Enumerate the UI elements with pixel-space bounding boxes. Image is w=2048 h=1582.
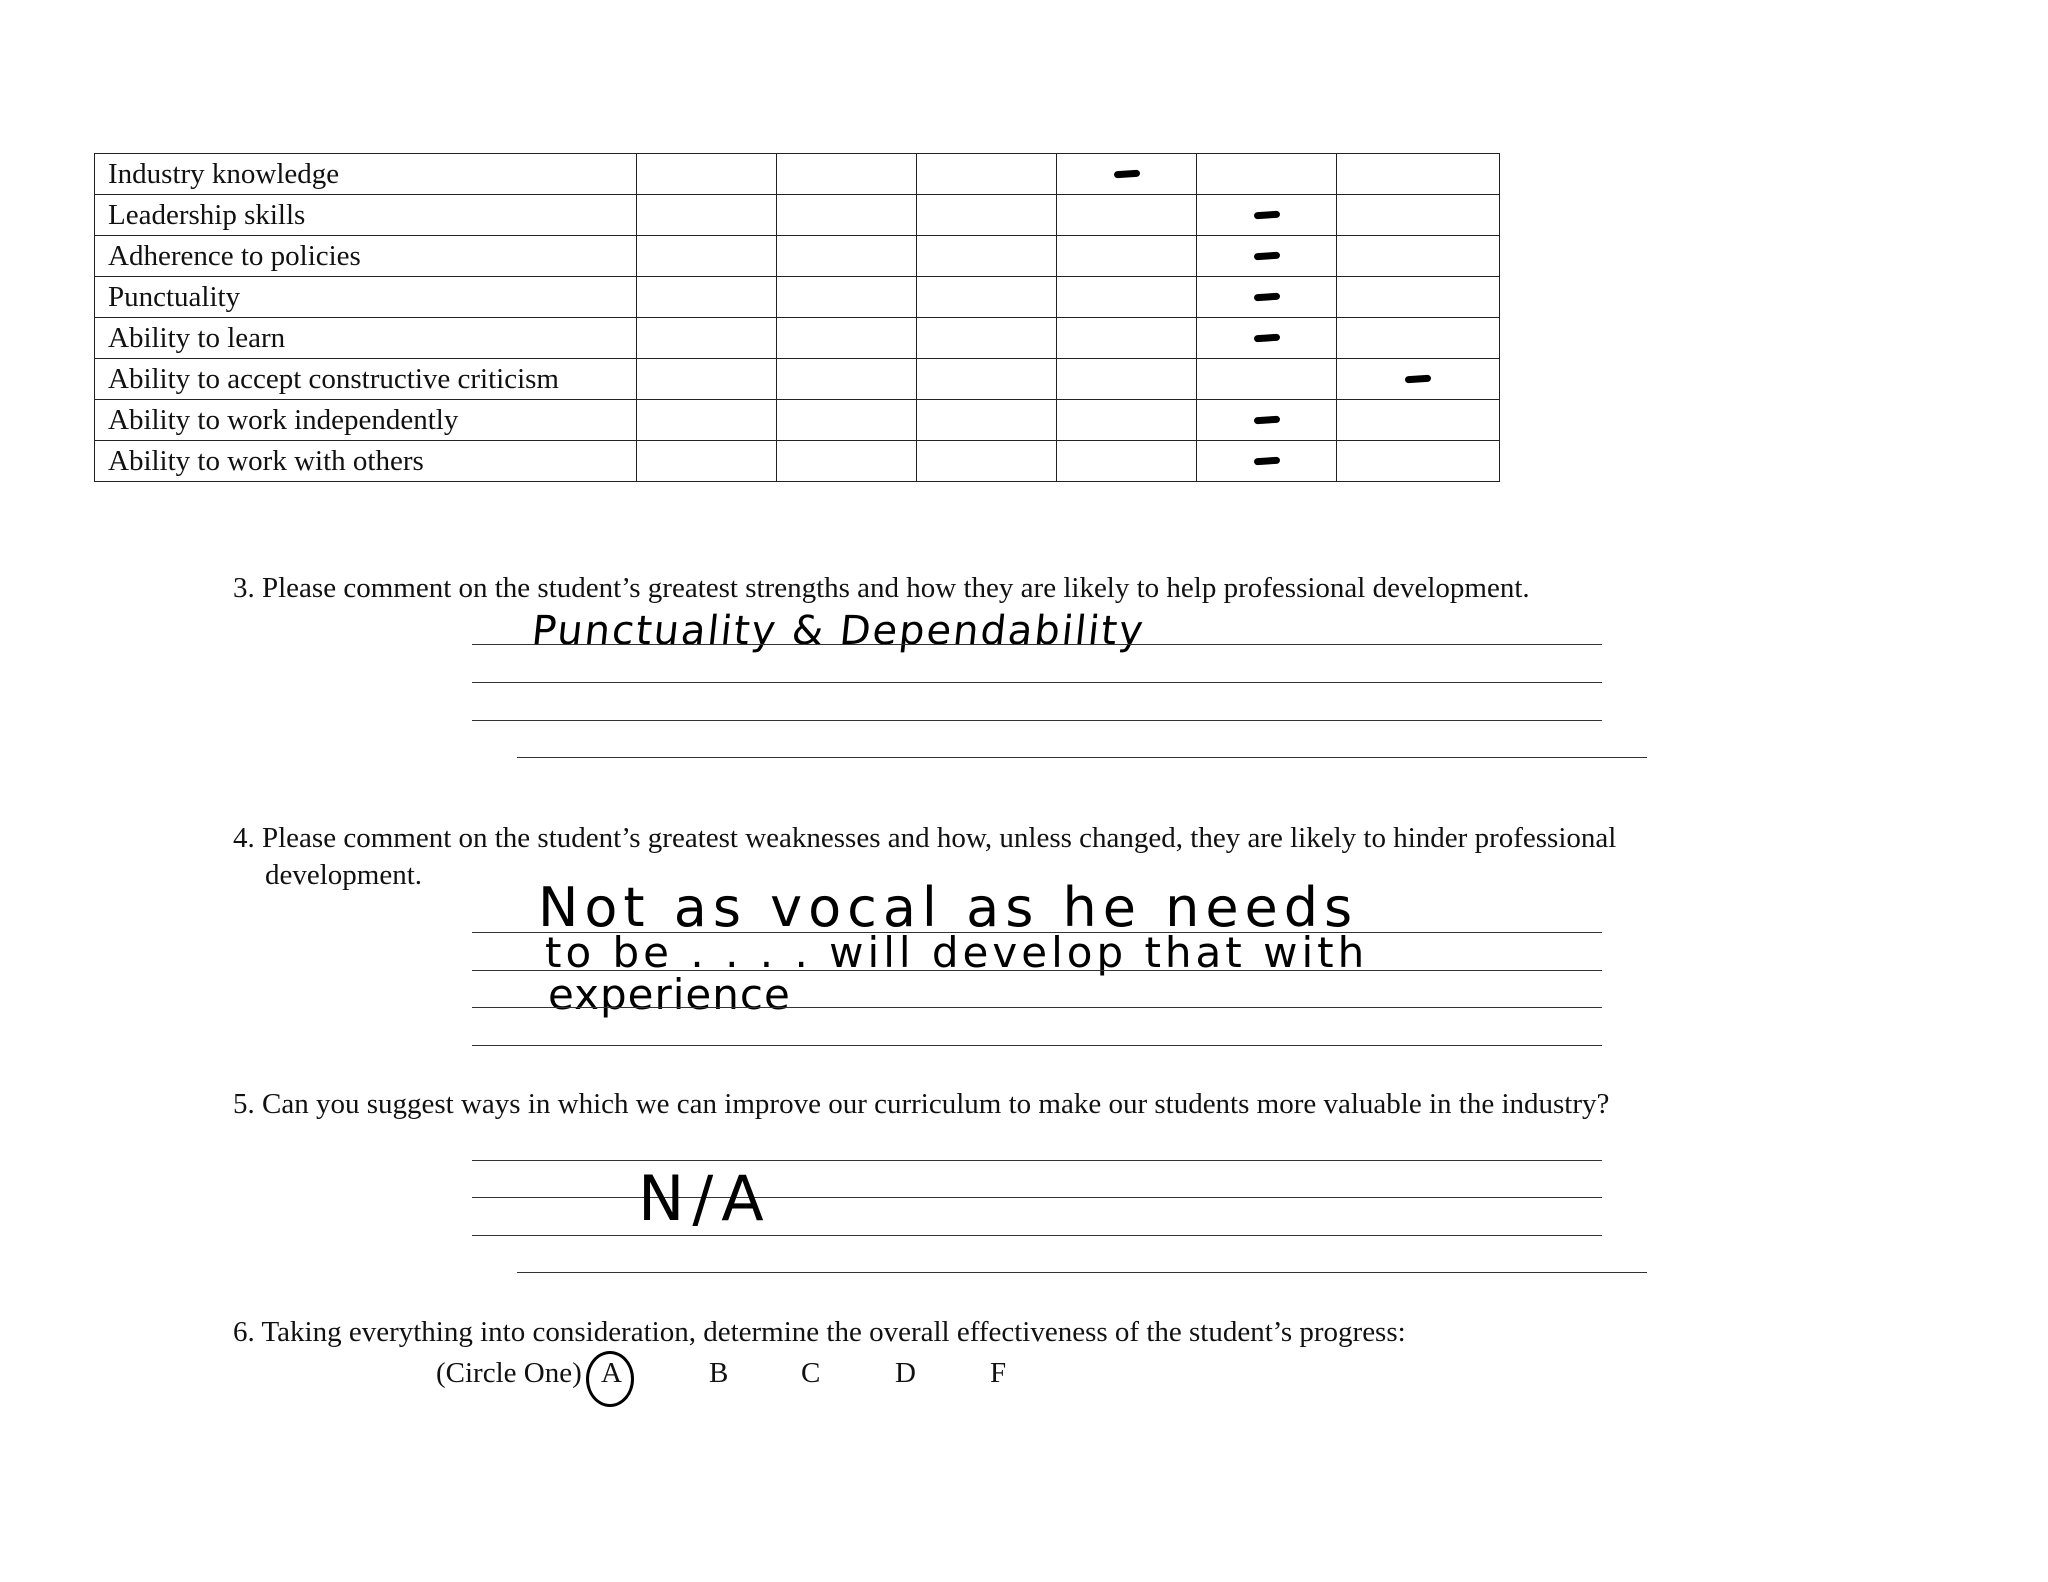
answer-line: [472, 644, 1602, 645]
rating-cell[interactable]: [1057, 154, 1197, 195]
rating-cell[interactable]: [1337, 195, 1500, 236]
ratings-row: [95, 400, 1500, 441]
rating-cell[interactable]: [1057, 359, 1197, 400]
answer-5-handwriting: N/A: [638, 1162, 772, 1235]
rating-criterion-label: Ability to learn: [95, 318, 637, 359]
circle-one-prompt: (Circle One): [436, 1357, 582, 1389]
ratings-row: [95, 318, 1500, 359]
grade-option-d[interactable]: D: [895, 1357, 916, 1389]
rating-cell[interactable]: [637, 359, 777, 400]
rating-cell[interactable]: [637, 441, 777, 482]
rating-cell[interactable]: [777, 195, 917, 236]
rating-cell[interactable]: [1337, 236, 1500, 277]
rating-cell[interactable]: [777, 236, 917, 277]
rating-cell[interactable]: [777, 441, 917, 482]
ratings-row: [95, 277, 1500, 318]
answer-4-handwriting-line-3: experience: [548, 970, 791, 1019]
rating-cell[interactable]: [1057, 400, 1197, 441]
rating-cell[interactable]: [1057, 236, 1197, 277]
answer-line: [472, 1235, 1602, 1236]
rating-cell[interactable]: [917, 154, 1057, 195]
answer-line: [472, 970, 1602, 971]
answer-line: [472, 1007, 1602, 1008]
selected-grade-circle: [586, 1351, 634, 1407]
rating-cell[interactable]: [637, 318, 777, 359]
question-5: 5. Can you suggest ways in which we can improve our curriculum to make our students more valuable in the industry?: [233, 1088, 1610, 1120]
rating-cell[interactable]: [1197, 318, 1337, 359]
rating-cell[interactable]: [777, 359, 917, 400]
rating-checkmark: [1113, 170, 1139, 179]
rating-cell[interactable]: [1057, 318, 1197, 359]
rating-cell[interactable]: [637, 236, 777, 277]
answer-4-handwriting-line-2: to be . . . . will develop that with: [545, 928, 1369, 977]
rating-checkmark: [1253, 252, 1279, 261]
rating-criterion-label: Leadership skills: [95, 195, 637, 236]
answer-line: [472, 1045, 1602, 1046]
ratings-row: [95, 154, 1500, 195]
rating-criterion-label: Adherence to policies: [95, 236, 637, 277]
rating-cell[interactable]: [1197, 195, 1337, 236]
answer-line: [517, 757, 1647, 758]
rating-cell[interactable]: [1337, 318, 1500, 359]
rating-cell[interactable]: [777, 400, 917, 441]
question-6: 6. Taking everything into consideration, determine the overall effectiveness of the student’s progress:: [233, 1316, 1406, 1348]
grade-option-f[interactable]: F: [990, 1357, 1007, 1389]
ratings-row: [95, 195, 1500, 236]
rating-cell[interactable]: [637, 154, 777, 195]
rating-cell[interactable]: [917, 318, 1057, 359]
rating-criterion-label: Ability to work with others: [95, 441, 637, 482]
rating-cell[interactable]: [777, 277, 917, 318]
rating-checkmark: [1253, 334, 1279, 343]
grade-option-a[interactable]: A: [601, 1357, 622, 1389]
ratings-row: [95, 236, 1500, 277]
rating-cell[interactable]: [1337, 441, 1500, 482]
rating-checkmark: [1253, 457, 1279, 466]
answer-line: [472, 720, 1602, 721]
rating-cell[interactable]: [1057, 441, 1197, 482]
question-3: 3. Please comment on the student’s greatest strengths and how they are likely to help professional development.: [233, 572, 1530, 604]
rating-cell[interactable]: [917, 441, 1057, 482]
rating-cell[interactable]: [1197, 400, 1337, 441]
rating-cell[interactable]: [1337, 154, 1500, 195]
rating-cell[interactable]: [1337, 277, 1500, 318]
rating-cell[interactable]: [637, 195, 777, 236]
answer-line: [517, 1272, 1647, 1273]
grade-option-c[interactable]: C: [801, 1357, 821, 1389]
rating-checkmark: [1253, 293, 1279, 302]
answer-4-handwriting-line-1: Not as vocal as he needs: [538, 876, 1359, 939]
grade-option-b[interactable]: B: [709, 1357, 729, 1389]
rating-cell[interactable]: [917, 236, 1057, 277]
rating-cell[interactable]: [1197, 441, 1337, 482]
rating-cell[interactable]: [917, 400, 1057, 441]
answer-line: [472, 932, 1602, 933]
rating-cell[interactable]: [637, 277, 777, 318]
rating-cell[interactable]: [1197, 236, 1337, 277]
ratings-row: [95, 441, 1500, 482]
answer-line: [472, 682, 1602, 683]
rating-cell[interactable]: [1197, 359, 1337, 400]
rating-criterion-label: Ability to accept constructive criticism: [95, 359, 637, 400]
rating-criterion-label: Industry knowledge: [95, 154, 637, 195]
rating-cell[interactable]: [917, 359, 1057, 400]
rating-cell[interactable]: [777, 318, 917, 359]
rating-cell[interactable]: [1197, 154, 1337, 195]
question-4: 4. Please comment on the student’s greatest weaknesses and how, unless changed, they are likely to hinder professional: [233, 822, 1617, 854]
rating-checkmark: [1405, 375, 1431, 384]
rating-checkmark: [1253, 211, 1279, 220]
rating-criterion-label: Punctuality: [95, 277, 637, 318]
rating-cell[interactable]: [917, 277, 1057, 318]
answer-line: [472, 1160, 1602, 1161]
answer-3-handwriting: Punctuality & Dependability: [529, 608, 1148, 654]
rating-criterion-label: Ability to work independently: [95, 400, 637, 441]
ratings-row: [95, 359, 1500, 400]
rating-cell[interactable]: [777, 154, 917, 195]
rating-cell[interactable]: [1057, 195, 1197, 236]
question-4-continued: development.: [265, 859, 423, 891]
ratings-table: [94, 153, 1500, 482]
rating-checkmark: [1253, 416, 1279, 425]
rating-cell[interactable]: [1197, 277, 1337, 318]
rating-cell[interactable]: [1057, 277, 1197, 318]
rating-cell[interactable]: [637, 400, 777, 441]
rating-cell[interactable]: [1337, 359, 1500, 400]
rating-cell[interactable]: [917, 195, 1057, 236]
rating-cell[interactable]: [1337, 400, 1500, 441]
